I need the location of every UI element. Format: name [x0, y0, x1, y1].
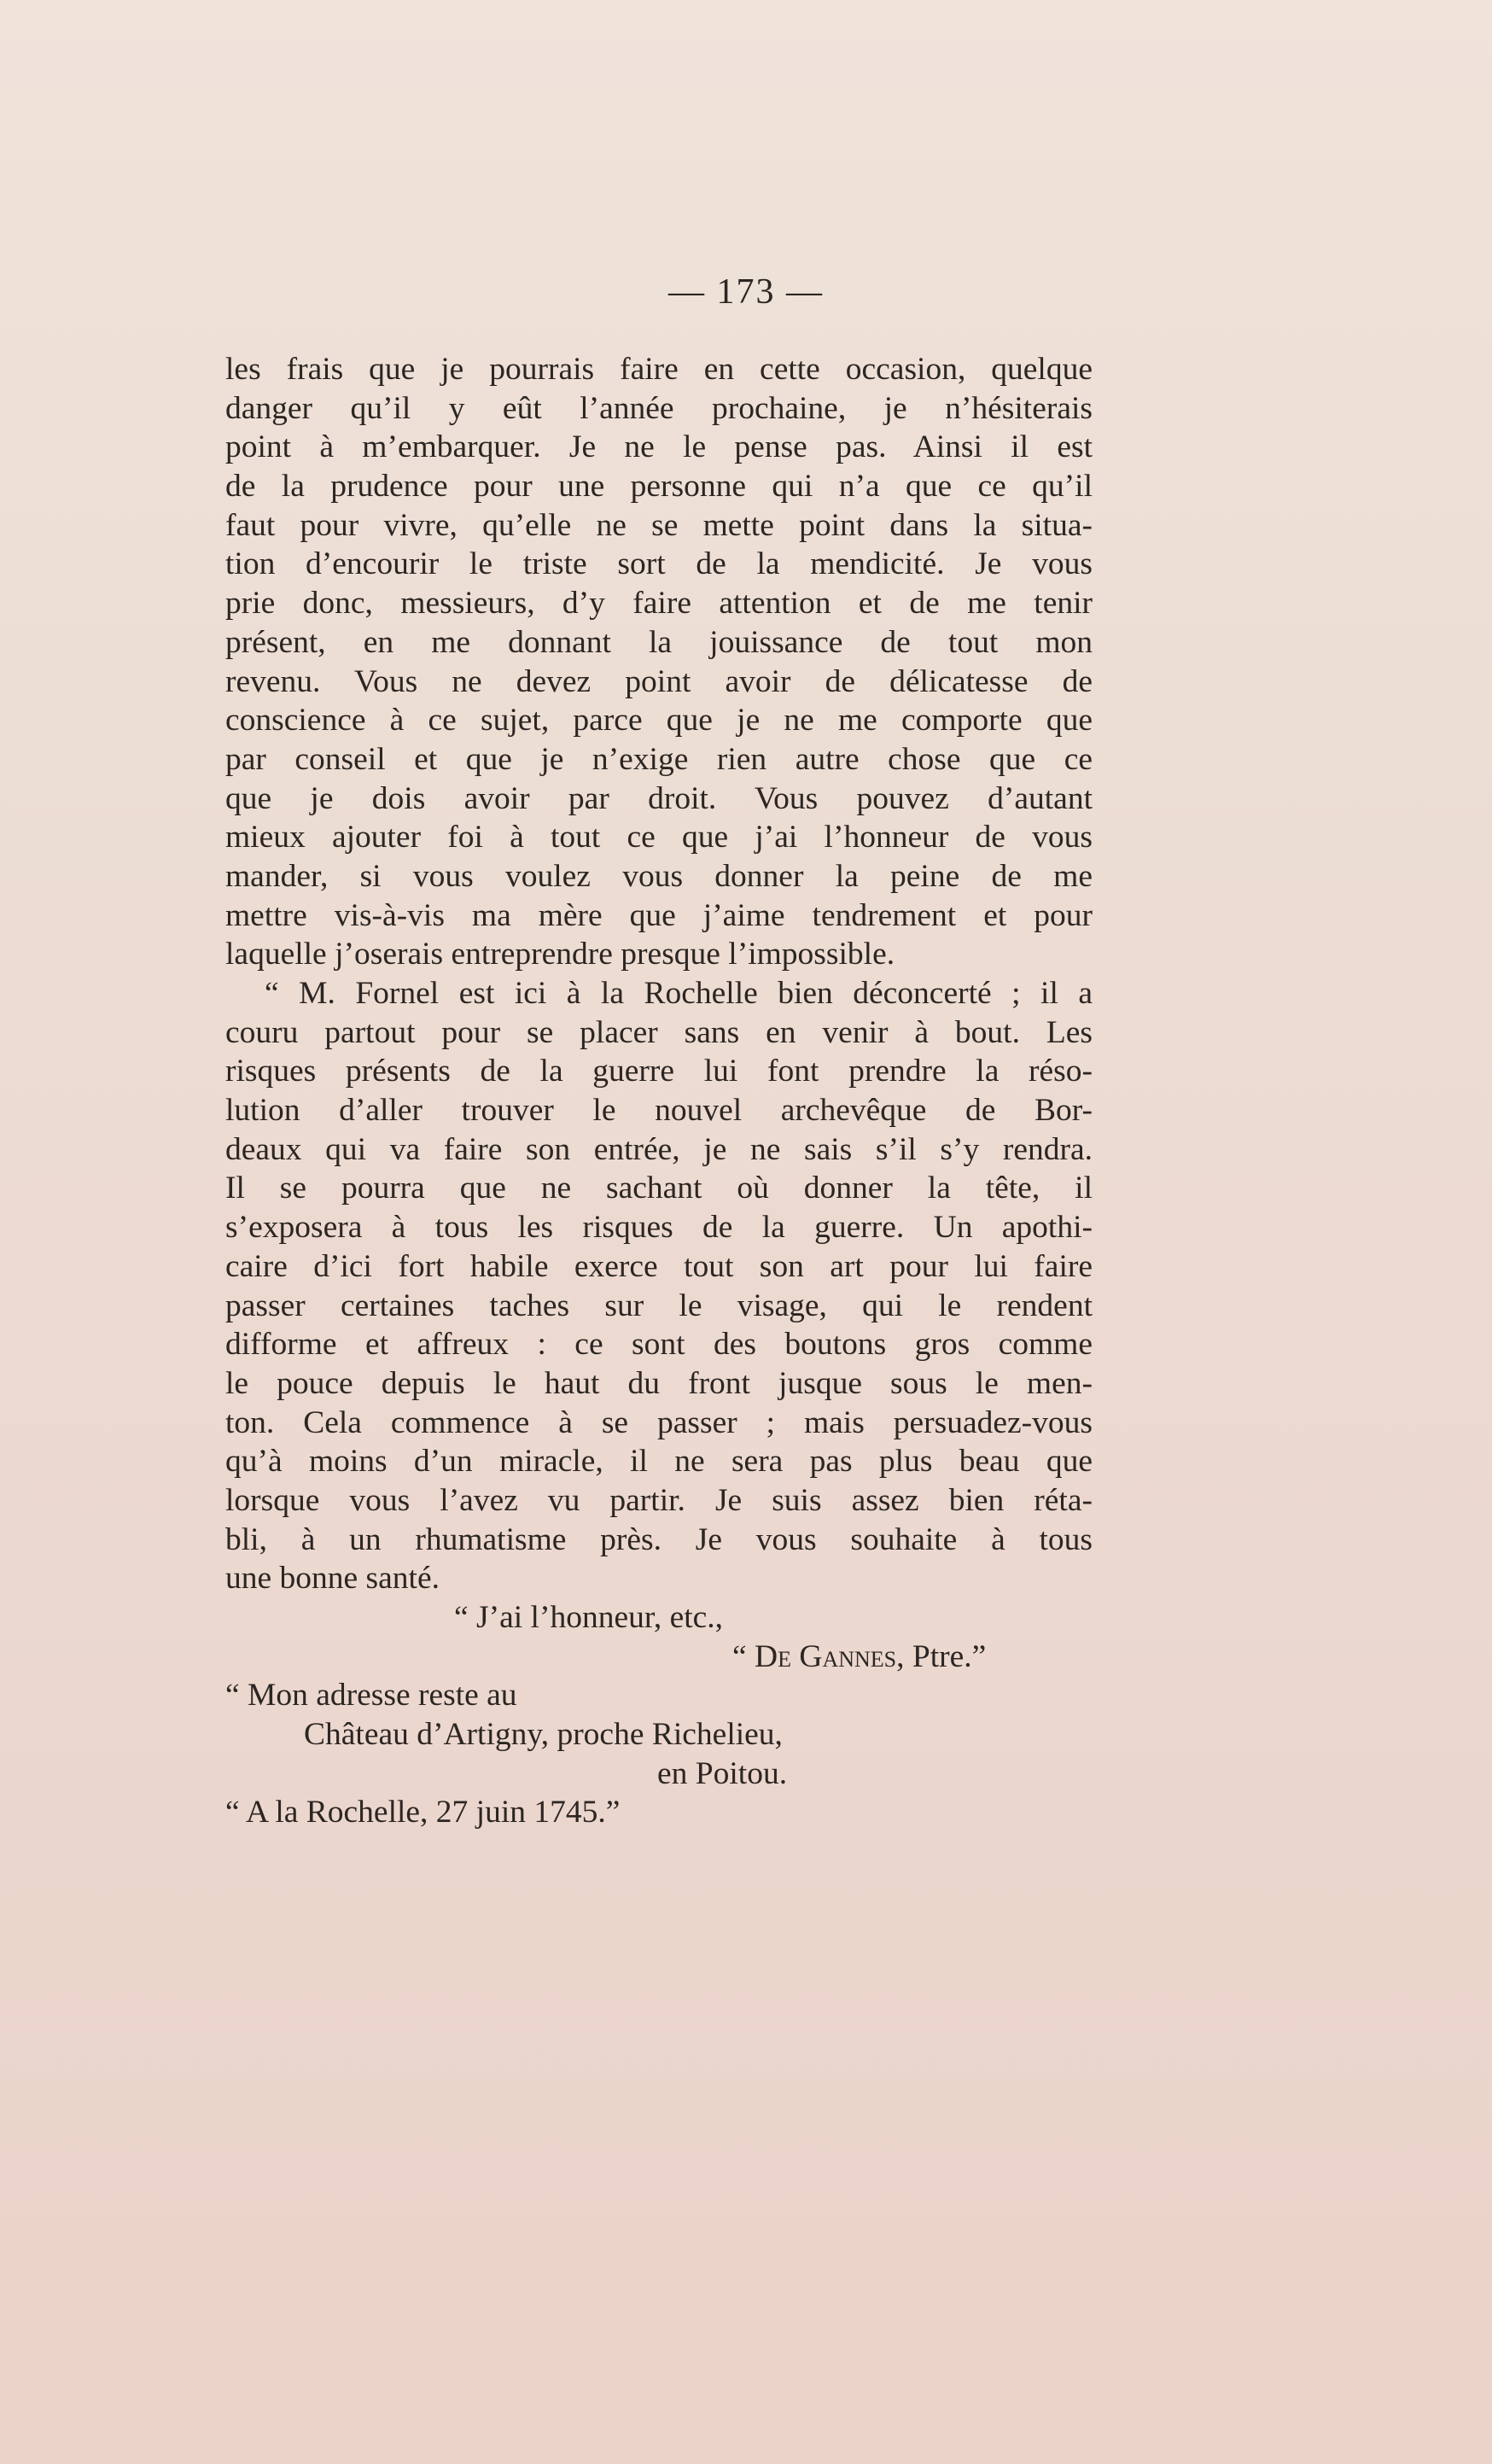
signature-name: De Gannes	[755, 1638, 897, 1674]
text-line: difforme et affreux : ce sont des boutons gros comme	[225, 1327, 1093, 1363]
text-line: s’exposera à tous les risques de la guerre. Un apothi-	[225, 1210, 1093, 1246]
body-text	[225, 350, 1093, 1832]
text-line: passer certaines taches sur le visage, qui le rendent	[225, 1287, 1093, 1323]
closing-formula: “ J’ai l’honneur, etc.,	[454, 1600, 724, 1635]
text-line: de la prudence pour une personne qui n’a que ce qu’il	[225, 469, 1093, 505]
text-line: prie donc, messieurs, d’y faire attention et de me tenir	[225, 586, 1093, 622]
text-line: ton. Cela commence à se passer ; mais persuadez-vous	[225, 1404, 1093, 1440]
text-line: par conseil et que je n’exige rien autre chose que ce	[225, 741, 1093, 777]
text-line: faut pour vivre, qu’elle ne se mette point dans la situa-	[225, 507, 1093, 543]
text-line: mettre vis-à-vis ma mère que j’aime tendrement et pour	[225, 897, 1093, 933]
text-line: danger qu’il y eût l’année prochaine, je n’hésiterais	[225, 390, 1093, 426]
paragraph-1	[225, 350, 1093, 974]
date-line: “ A la Rochelle, 27 juin 1745.”	[225, 1795, 621, 1830]
text-line: laquelle j’oserais entreprendre presque l’impossible.	[225, 937, 895, 972]
address-line: Château d’Artigny, proche Richelieu,	[304, 1717, 783, 1753]
text-line: une bonne santé.	[225, 1561, 440, 1597]
text-line: couru partout pour se placer sans en venir à bout. Les	[225, 1014, 1093, 1050]
text-line: que je dois avoir par droit. Vous pouvez d’autant	[225, 780, 1093, 816]
text-line: conscience à ce sujet, parce que je ne me comporte que	[225, 703, 1093, 739]
text-line: mieux ajouter foi à tout ce que j’ai l’honneur de vous	[225, 820, 1093, 855]
text-line: bli, à un rhumatisme près. Je vous souhaite à tous	[225, 1521, 1093, 1557]
text-line: mander, si vous voulez vous donner la peine de me	[225, 858, 1093, 894]
text-line: tion d’encourir le triste sort de la mendicité. Je vous	[225, 546, 1093, 582]
paragraph-2	[225, 974, 1093, 1598]
text-line: “ M. Fornel est ici à la Rochelle bien déconcerté ; il a	[265, 976, 1093, 1011]
address-line: “ Mon adresse reste au	[225, 1678, 517, 1714]
signature-prefix: “	[732, 1638, 755, 1674]
signature	[225, 1638, 1093, 1677]
text-line: caire d’ici fort habile exerce tout son art pour lui faire	[225, 1248, 1093, 1284]
text-line: lution d’aller trouver le nouvel archevêque de Bor-	[225, 1093, 1093, 1129]
text-line: risques présents de la guerre lui font prendre la réso-	[225, 1054, 1093, 1089]
text-line: qu’à moins d’un miracle, il ne sera pas plus beau que	[225, 1444, 1093, 1480]
page-number: — 173 —	[668, 272, 824, 312]
text-line: revenu. Vous ne devez point avoir de délicatesse de	[225, 663, 1093, 699]
address-line: en Poitou.	[657, 1755, 788, 1791]
text-line: Il se pourra que ne sachant où donner la tête, il	[225, 1171, 1093, 1206]
text-line: point à m’embarquer. Je ne le pense pas. Ainsi il est	[225, 429, 1093, 465]
text-line: les frais que je pourrais faire en cette occasion, quelque	[225, 352, 1093, 387]
signature-suffix: , Ptre.”	[896, 1638, 987, 1674]
address-block	[225, 1676, 1093, 1832]
text-line: présent, en me donnant la jouissance de tout mon	[225, 624, 1093, 660]
text-line: le pouce depuis le haut du front jusque sous le men-	[225, 1365, 1093, 1401]
text-line: lorsque vous l’avez vu partir. Je suis assez bien réta-	[225, 1482, 1093, 1518]
text-line: deaux qui va faire son entrée, je ne sais s’il s’y rendra.	[225, 1131, 1093, 1167]
